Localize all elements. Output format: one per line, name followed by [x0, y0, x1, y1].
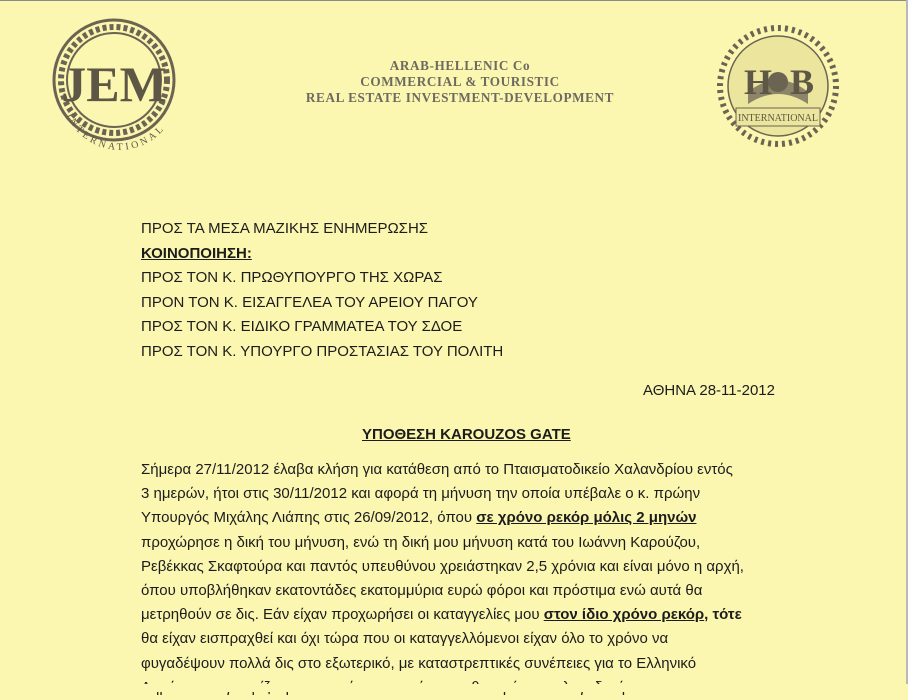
- body-line: προχώρησε η δική του μήνυση, ενώ τη δική μου μήνυση κατά του Ιωάννη Καρούζου,: [141, 533, 701, 551]
- cc-recipient: ΠΡΟΣ ΤΟΝ Κ. ΥΠΟΥΡΓΟ ΠΡΟΣΤΑΣΙΑΣ ΤΟΥ ΠΟΛΙΤΗ: [141, 342, 504, 360]
- letter-body: [141, 458, 781, 700]
- body-text: , τότε: [704, 606, 742, 624]
- body-line: θα είχαν εισπραχθεί και όχι τώρα που οι καταγγελλόμενοι είχαν όλο το χρόνο να: [141, 630, 669, 648]
- page-top-edge: [0, 0, 908, 1]
- body-line: 3 ημερών, ήτοι στις 30/11/2012 και αφορά τη μήνυση την οποία υπέβαλε ο κ. πρώην: [141, 485, 701, 503]
- body-line: [141, 506, 781, 530]
- body-text: Υπουργός Μιχάλης Λιάπης στις 26/09/2012, όπου: [141, 509, 477, 527]
- hb-logo-b: B: [790, 62, 815, 102]
- jem-logo: [50, 16, 178, 164]
- cc-recipient: ΠΡΟΣ ΤΟΝ Κ. ΕΙΔΙΚΟ ΓΡΑΜΜΑΤΕΑ ΤΟΥ ΣΔΟΕ: [141, 318, 463, 336]
- cc-heading: ΚΟΙΝΟΠΟΙΗΣΗ:: [141, 244, 252, 262]
- letterhead-line-1: ARAB-HELLENIC Co: [389, 58, 531, 73]
- cc-recipient: ΠΡΟΝ ΤΟΝ Κ. ΕΙΣΑΓΓΕΛΕΑ ΤΟΥ ΑΡΕΙΟΥ ΠΑΓΟΥ: [141, 293, 478, 311]
- body-text: μετρηθούν σε δις. Εάν είχαν προχωρήσει οι καταγγελίες μου: [141, 606, 544, 624]
- jem-logo-text: JEM: [61, 56, 167, 112]
- hb-logo-h: H: [744, 62, 773, 102]
- body-line: φυγαδέψουν πολλά δις στο εξωτερικό, με καταστρεπτικές συνέπειες για το Ελληνικό: [141, 654, 697, 672]
- hb-international-logo: [714, 22, 842, 158]
- cc-recipient: ΠΡΟΣ ΤΟΝ Κ. ΠΡΩΘΥΠΟΥΡΓΟ ΤΗΣ ΧΩΡΑΣ: [141, 269, 443, 287]
- page-cut-edge: [0, 684, 908, 692]
- body-emphasis: στον ίδιο χρόνο ρεκόρ: [543, 606, 705, 624]
- body-line: όπου υποβλήθηκαν εκατοντάδες εκατομμύρια ευρώ φόροι και πρόστιμα ενώ αυτά θα: [141, 581, 703, 599]
- letterhead-line-3: REAL ESTATE INVESTMENT-DEVELOPMENT: [305, 90, 615, 105]
- body-line: Ρεβέκκας Σκαφτούρα και παντός υπευθύνου χρειάστηκαν 2,5 χρόνια και είναι μόνο η αρχή,: [141, 557, 744, 575]
- letterhead-line-2: COMMERCIAL & TOURISTIC: [360, 74, 560, 89]
- recipient-primary: ΠΡΟΣ ΤΑ ΜΕΣΑ ΜΑΖΙΚΗΣ ΕΝΗΜΕΡΩΣΗΣ: [141, 220, 429, 237]
- recipients-block: [141, 217, 503, 365]
- hb-logo-ribbon: INTERNATIONAL: [738, 113, 818, 124]
- company-letterhead: [250, 58, 670, 106]
- body-emphasis: σε χρόνο ρεκόρ μόλις 2 μηνών: [476, 509, 697, 527]
- body-line: Σήμερα 27/11/2012 έλαβα κλήση για κατάθεση από το Πταισματοδικείο Χαλανδρίου εντός: [141, 461, 733, 478]
- letter-subject: ΥΠΟΘΕΣΗ KAROUZOS GATE: [362, 426, 571, 443]
- jem-ring-text: INTERNATIONAL: [63, 111, 168, 153]
- letter-date: ΑΘΗΝΑ 28-11-2012: [643, 382, 775, 399]
- body-line: [141, 603, 781, 627]
